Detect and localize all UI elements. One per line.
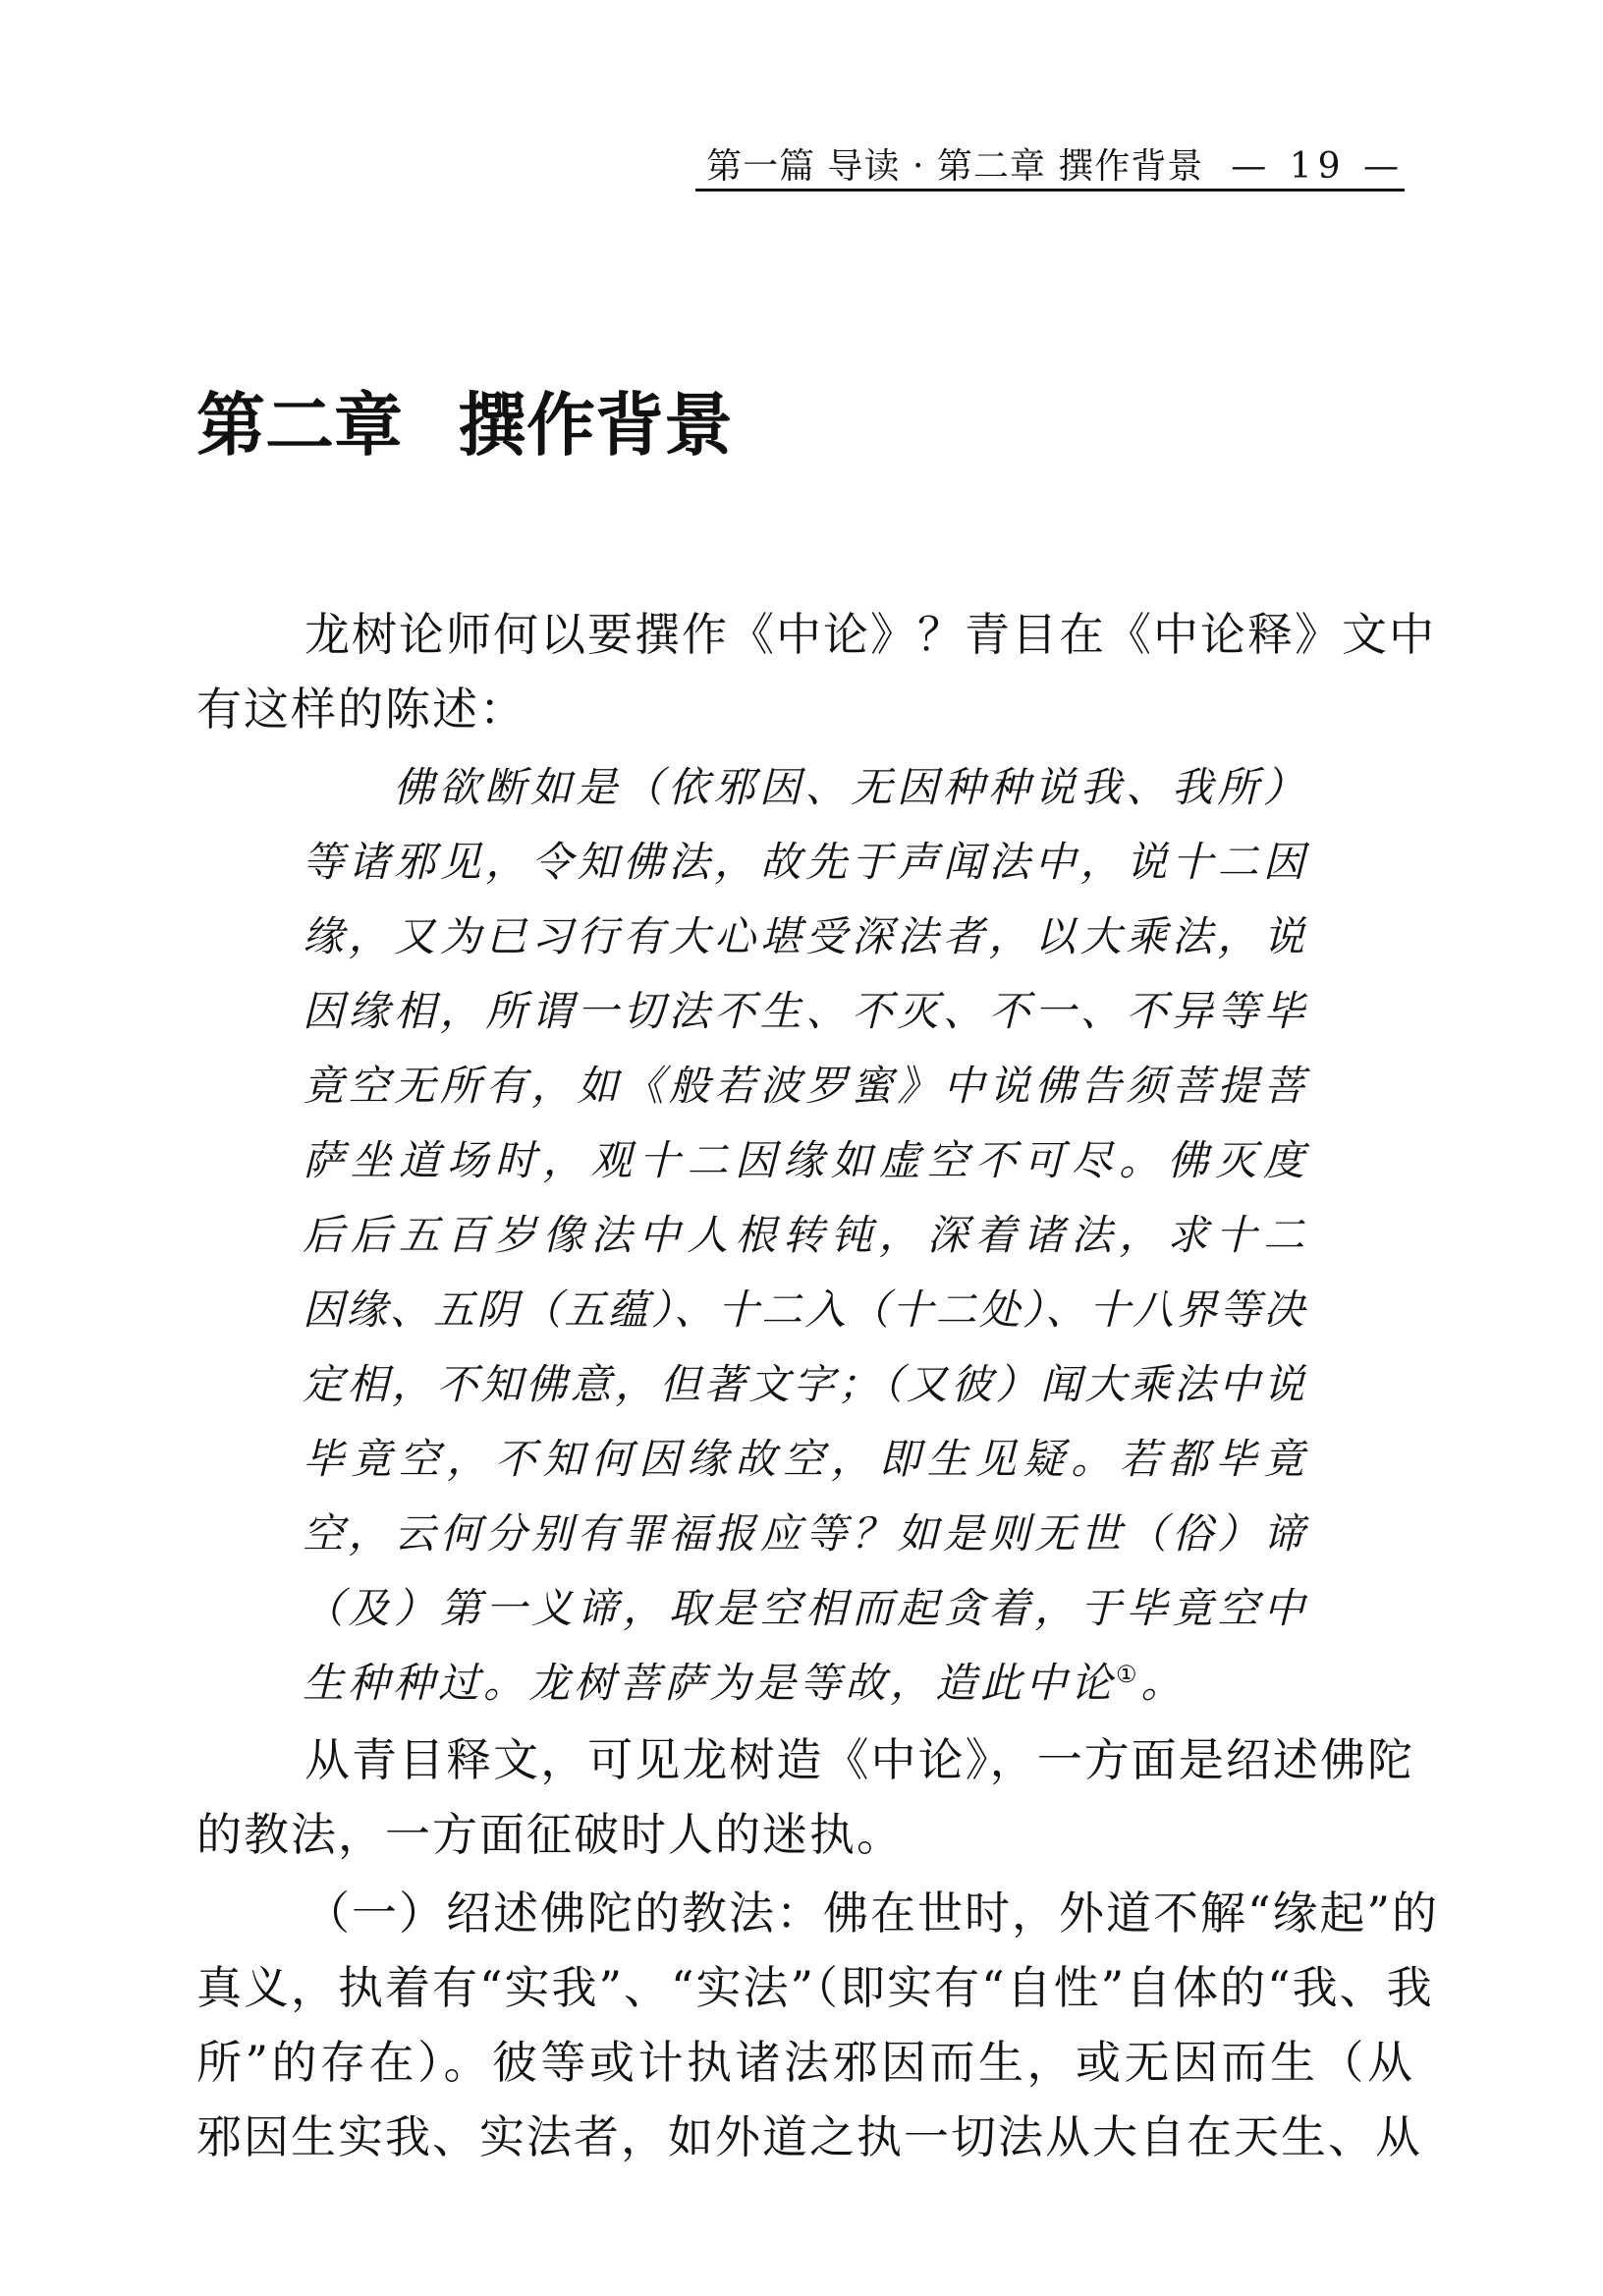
section-line: 真义，执着有“实我”、“实法”（即实有“自性”自体的“我、我 (196, 1961, 1434, 2014)
quote-line: 定相，不知佛意，但著文字；（又彼）闻大乘法中说 (303, 1360, 1304, 1408)
conclusion-line: 的教法，一方面征破时人的迷执。 (196, 1808, 904, 1861)
chapter-label: 第二章 (196, 385, 403, 465)
quote-line: 竟空无所有，如《般若波罗蜜》中说佛告须菩提菩 (303, 1062, 1304, 1110)
quote-line: 毕竟空，不知何因缘故空，即生见疑。若都毕竟 (303, 1435, 1304, 1483)
quote-line: 因缘相，所谓一切法不生、不灭、不一、不异等毕 (303, 987, 1304, 1035)
quote-line: （及）第一义谛，取是空相而起贪着，于毕竟空中 (303, 1584, 1304, 1632)
section-line: 邪因生实我、实法者，如外道之执一切法从大自在天生、从 (196, 2110, 1422, 2163)
quote-line: 因缘、五阴（五蕴）、十二入（十二处）、十八界等决 (303, 1285, 1304, 1334)
quote-end-punctuation: 。 (1140, 1659, 1187, 1707)
running-header (695, 137, 1405, 191)
quote-line: 佛欲断如是（依邪因、无因种种说我、我所） (393, 763, 1304, 811)
running-header-title: 第一篇 导读 · 第二章 撰作背景 (706, 146, 1204, 187)
quote-line: 等诸邪见，令知佛法，故先于声闻法中，说十二因 (303, 838, 1304, 886)
quote-line: 缘，又为已习行有大心堪受深法者，以大乘法，说 (303, 912, 1304, 960)
intro-line: 龙树论师何以要撰作《中论》？青目在《中论释》文中 (304, 608, 1436, 661)
intro-line: 有这样的陈述： (196, 683, 526, 736)
quote-line: 萨坐道场时，观十二因缘如虚空不可尽。佛灭度 (303, 1136, 1304, 1184)
quote-line: 空，云何分别有罪福报应等？如是则无世（俗）谛 (303, 1509, 1304, 1558)
quote-last-line (303, 1652, 1304, 1715)
conclusion-line: 从青目释文，可见龙树造《中论》，一方面是绍述佛陀 (304, 1733, 1414, 1786)
chapter-title: 撰作背景 (458, 385, 733, 465)
quote-line: 生种种过。龙树菩萨为是等故，造此中论 (303, 1659, 1117, 1707)
page-number: — 19 — (1231, 146, 1405, 187)
chapter-heading (196, 381, 733, 469)
quote-line: 后后五百岁像法中人根转钝，深着诸法，求十二 (303, 1211, 1304, 1259)
footnote-marker: ① (1116, 1661, 1141, 1688)
section-line: （一）绍述佛陀的教法：佛在世时，外道不解“缘起”的 (304, 1886, 1440, 1940)
section-line: 所”的存在）。彼等或计执诸法邪因而生，或无因而生（从 (196, 2036, 1414, 2089)
